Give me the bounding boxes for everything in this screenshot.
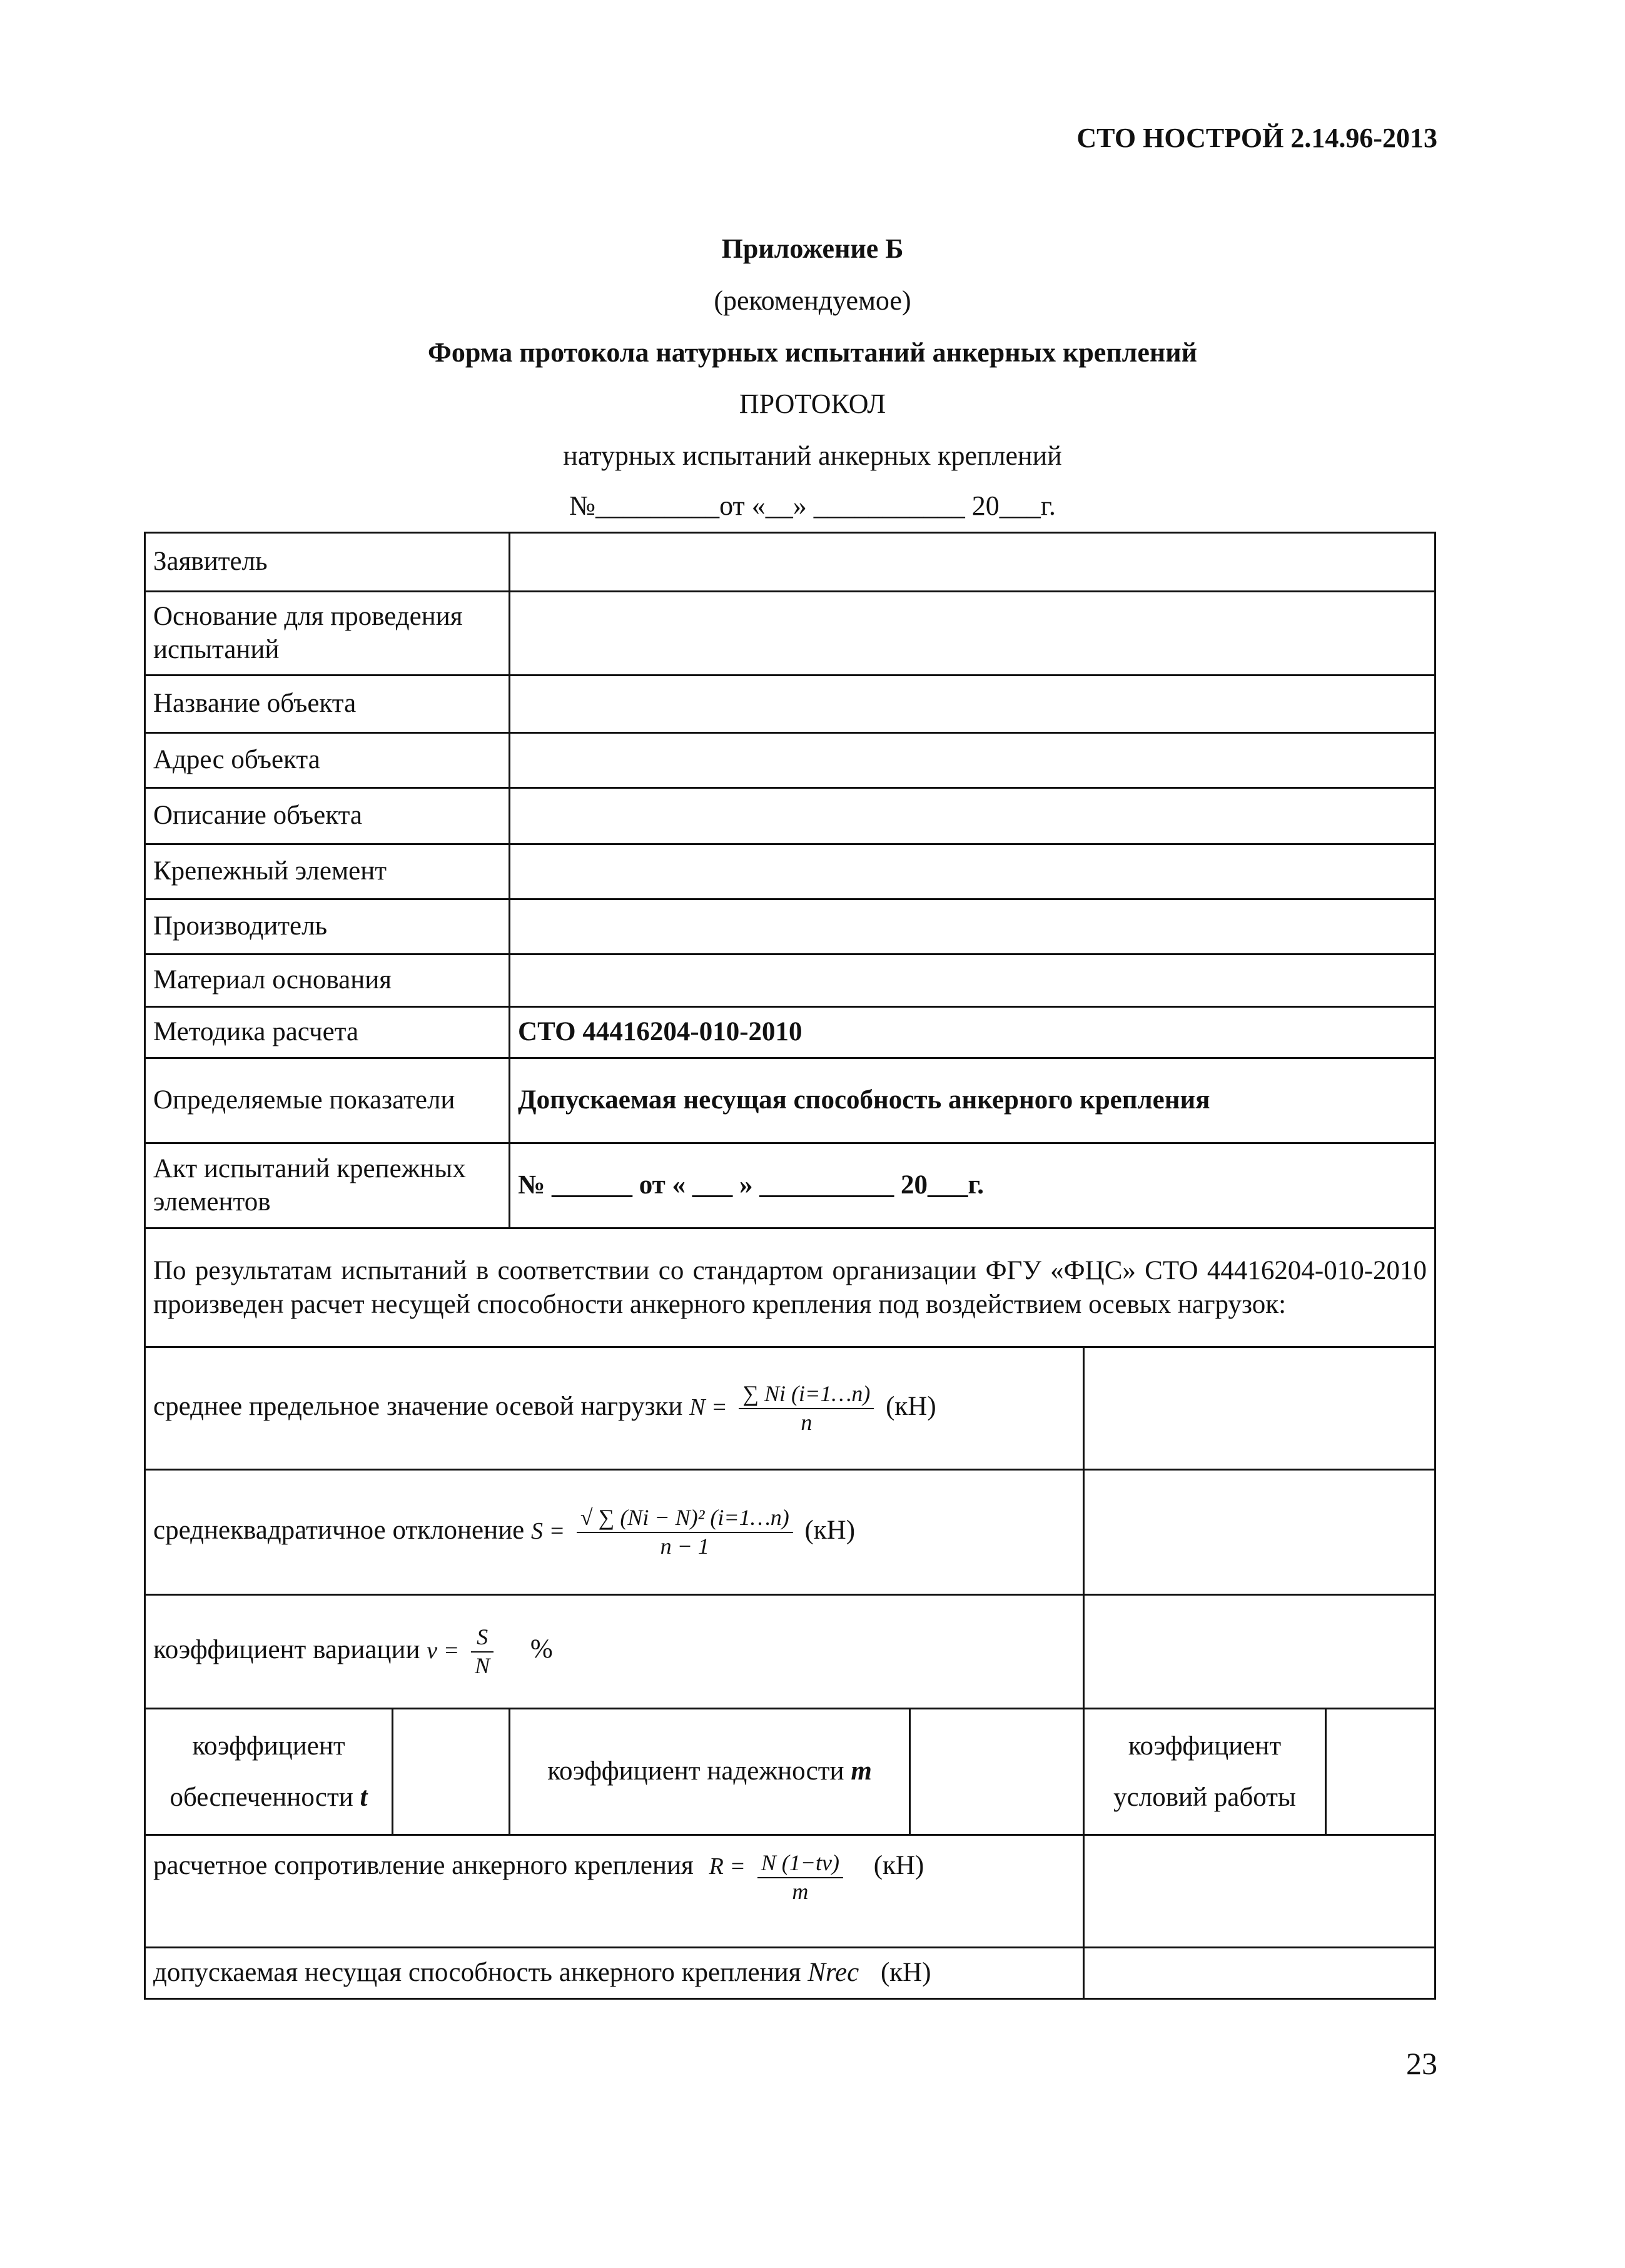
protocol-heading: ПРОТОКОЛ bbox=[739, 388, 886, 419]
table-row bbox=[145, 1948, 1435, 1999]
variation-cell bbox=[145, 1595, 1084, 1709]
table-row bbox=[145, 1595, 1435, 1709]
row-label-manufacturer: Производитель bbox=[145, 899, 510, 954]
std-dev-label: среднеквадратичное отклонение bbox=[153, 1515, 525, 1545]
coef-t-cell bbox=[145, 1709, 393, 1835]
variation-label: коэффициент вариации bbox=[153, 1634, 420, 1664]
nrec-cell bbox=[145, 1948, 1084, 1999]
coef-m-label: коэффициент надежности bbox=[547, 1756, 844, 1786]
variation-formula-lhs: v = bbox=[427, 1637, 460, 1664]
row-label-basis: Основание для проведения испытаний bbox=[145, 592, 510, 676]
table-row bbox=[145, 676, 1435, 733]
resistance-label: расчетное сопротивление анкерного крепления bbox=[153, 1851, 694, 1880]
mean-load-value-field[interactable] bbox=[1084, 1347, 1435, 1470]
table-row bbox=[145, 1709, 1435, 1835]
table-row bbox=[145, 592, 1435, 676]
appendix-title: Приложение Б bbox=[721, 233, 904, 264]
std-dev-denominator: n − 1 bbox=[660, 1533, 709, 1559]
table-row bbox=[145, 1228, 1435, 1347]
row-label-object-address: Адрес объекта bbox=[145, 733, 510, 788]
method-value: СТО 44416204-010-2010 bbox=[510, 1007, 1435, 1058]
resistance-numerator: N (1−tv) bbox=[757, 1850, 843, 1878]
applicant-value-field[interactable] bbox=[510, 533, 1435, 592]
basis-value-field[interactable] bbox=[510, 592, 1435, 676]
resistance-value-field[interactable] bbox=[1084, 1835, 1435, 1948]
test-act-value: № ______ от « ___ » __________ 20___г. bbox=[510, 1143, 1435, 1228]
object-name-value-field[interactable] bbox=[510, 676, 1435, 733]
coef-work-cell bbox=[1084, 1709, 1326, 1835]
std-dev-formula-lhs: S = bbox=[530, 1517, 565, 1544]
nrec-unit: (кН) bbox=[880, 1958, 931, 1988]
coef-t-line2: обеспеченности bbox=[170, 1782, 353, 1812]
table-row bbox=[145, 733, 1435, 788]
manufacturer-value-field[interactable] bbox=[510, 899, 1435, 954]
coef-m-cell bbox=[510, 1709, 910, 1835]
table-row bbox=[145, 533, 1435, 592]
table-row bbox=[145, 954, 1435, 1007]
coef-t-value-field[interactable] bbox=[393, 1709, 510, 1835]
table-row bbox=[145, 1835, 1435, 1948]
mean-load-label: среднее предельное значение осевой нагрузки bbox=[153, 1391, 683, 1421]
mean-load-fraction bbox=[739, 1380, 874, 1437]
resistance-cell bbox=[145, 1835, 1084, 1948]
row-label-fastener: Крепежный элемент bbox=[145, 844, 510, 899]
object-description-value-field[interactable] bbox=[510, 788, 1435, 844]
fastener-value-field[interactable] bbox=[510, 844, 1435, 899]
mean-load-cell bbox=[145, 1347, 1084, 1470]
resistance-unit: (кН) bbox=[873, 1851, 924, 1880]
protocol-subheading: натурных испытаний анкерных креплений bbox=[563, 440, 1062, 471]
table-row bbox=[145, 1143, 1435, 1228]
row-label-object-name: Название объекта bbox=[145, 676, 510, 733]
coef-work-line2: условий работы bbox=[1113, 1782, 1296, 1812]
table-row bbox=[145, 788, 1435, 844]
table-row bbox=[145, 1058, 1435, 1143]
coef-t-line1: коэффициент bbox=[192, 1731, 345, 1761]
nrec-value-field[interactable] bbox=[1084, 1948, 1435, 1999]
nrec-label: допускаемая несущая способность анкерного крепления bbox=[153, 1958, 801, 1988]
mean-load-numerator: ∑ Ni (i=1…n) bbox=[739, 1380, 874, 1409]
table-row bbox=[145, 1347, 1435, 1470]
coef-work-value-field[interactable] bbox=[1326, 1709, 1435, 1835]
protocol-table bbox=[144, 532, 1436, 2000]
variation-denominator: N bbox=[475, 1653, 490, 1678]
object-address-value-field[interactable] bbox=[510, 733, 1435, 788]
row-label-object-description: Описание объекта bbox=[145, 788, 510, 844]
std-dev-cell bbox=[145, 1470, 1084, 1595]
protocol-number-line: №_________от «__» ___________ 20___г. bbox=[569, 490, 1056, 521]
std-dev-numerator: √ ∑ (Ni − N)² (i=1…n) bbox=[577, 1504, 793, 1533]
table-row bbox=[145, 899, 1435, 954]
row-label-test-act: Акт испытаний крепежных элементов bbox=[145, 1143, 510, 1228]
mean-load-denominator: n bbox=[801, 1409, 812, 1435]
mean-load-unit: (кН) bbox=[886, 1391, 936, 1421]
coef-work-line1: коэффициент bbox=[1128, 1731, 1282, 1761]
base-material-value-field[interactable] bbox=[510, 954, 1435, 1007]
row-label-indicators: Определяемые показатели bbox=[145, 1058, 510, 1143]
results-intro: По результатам испытаний в соответствии со стандартом организации ФГУ «ФЦС» СТО 44416204-010-2010 произведен расчет несущей способности анкерного крепления под воздействием осевых нагрузок: bbox=[145, 1228, 1435, 1347]
page-number: 23 bbox=[1406, 2046, 1437, 2081]
variation-unit: % bbox=[530, 1634, 553, 1664]
form-title: Форма протокола натурных испытаний анкерных креплений bbox=[428, 337, 1197, 368]
resistance-fraction bbox=[757, 1850, 843, 1906]
indicators-value: Допускаемая несущая способность анкерного крепления bbox=[510, 1058, 1435, 1143]
variation-fraction bbox=[471, 1624, 494, 1680]
variation-value-field[interactable] bbox=[1084, 1595, 1435, 1709]
table-row bbox=[145, 1007, 1435, 1058]
table-row bbox=[145, 1470, 1435, 1595]
table-row bbox=[145, 844, 1435, 899]
coef-m-symbol: m bbox=[851, 1756, 872, 1786]
document-code: СТО НОСТРОЙ 2.14.96-2013 bbox=[1076, 123, 1437, 153]
row-label-applicant: Заявитель bbox=[145, 533, 510, 592]
mean-load-formula-lhs: N = bbox=[689, 1394, 727, 1420]
coef-t-symbol: t bbox=[360, 1782, 368, 1812]
std-dev-unit: (кН) bbox=[804, 1515, 856, 1545]
resistance-formula-lhs: R = bbox=[709, 1853, 746, 1880]
variation-numerator: S bbox=[471, 1624, 494, 1653]
nrec-symbol: Nrec bbox=[807, 1958, 859, 1988]
coef-m-value-field[interactable] bbox=[910, 1709, 1084, 1835]
row-label-method: Методика расчета bbox=[145, 1007, 510, 1058]
std-dev-value-field[interactable] bbox=[1084, 1470, 1435, 1595]
std-dev-fraction bbox=[577, 1504, 793, 1561]
appendix-note: (рекомендуемое) bbox=[714, 285, 911, 316]
row-label-base-material: Материал основания bbox=[145, 954, 510, 1007]
resistance-denominator: m bbox=[792, 1878, 809, 1904]
